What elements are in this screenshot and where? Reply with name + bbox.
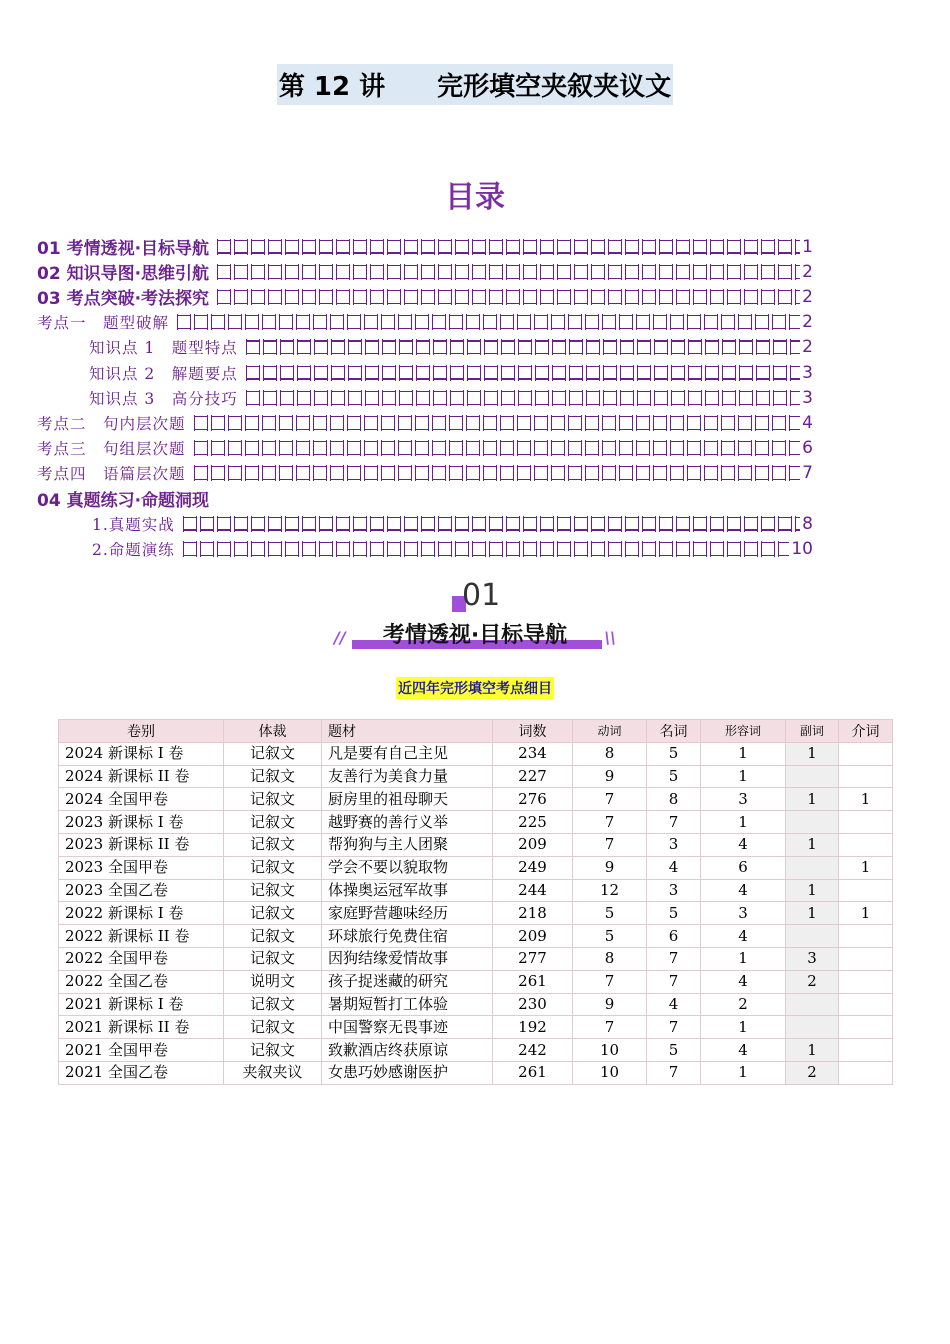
cell-topic: 学会不要以貌取物	[322, 856, 493, 879]
toc-item[interactable]	[37, 335, 813, 360]
table-header-row	[59, 720, 893, 743]
cell-verb: 10	[573, 1039, 647, 1062]
toc-item-label: 1.真题实战	[92, 515, 175, 534]
section-title: 考情透视·目标导航	[382, 623, 568, 648]
cell-adverb	[786, 856, 839, 879]
cell-adjective: 4	[701, 970, 786, 993]
table-row	[59, 833, 893, 856]
toc-item-label: 03 考点突破·考法探究	[37, 289, 210, 310]
cell-topic: 体操奥运冠军故事	[322, 879, 493, 902]
cell-noun: 6	[647, 925, 701, 948]
cell-genre: 记叙文	[224, 879, 322, 902]
toc-item-label: 2.命题演练	[92, 540, 175, 559]
cell-volume: 2021 全国甲卷	[59, 1039, 224, 1062]
cell-preposition	[839, 947, 893, 970]
toc-item[interactable]	[37, 234, 813, 259]
cell-noun: 3	[647, 879, 701, 902]
cell-verb: 12	[573, 879, 647, 902]
cell-adverb: 1	[786, 788, 839, 811]
table-caption: 近四年完形填空考点细目	[396, 677, 554, 699]
header-volume: 卷别	[59, 720, 224, 743]
toc-item-page: 1	[802, 236, 813, 257]
cell-verb: 7	[573, 811, 647, 834]
table-row	[59, 811, 893, 834]
cell-topic: 致歉酒店终获原谅	[322, 1039, 493, 1062]
toc-leader	[181, 541, 790, 557]
cell-preposition	[839, 811, 893, 834]
table-of-contents	[37, 234, 813, 561]
cell-preposition	[839, 833, 893, 856]
cell-adverb	[786, 993, 839, 1016]
cell-topic: 厨房里的祖母聊天	[322, 788, 493, 811]
cell-volume: 2021 全国乙卷	[59, 1061, 224, 1084]
toc-item[interactable]	[37, 284, 813, 309]
toc-leader	[192, 465, 801, 481]
cell-topic: 女患巧妙感谢医护	[322, 1061, 493, 1084]
cell-genre: 记叙文	[224, 742, 322, 765]
cell-topic: 暑期短暂打工体验	[322, 993, 493, 1016]
cell-word-count: 192	[493, 1016, 573, 1039]
cell-volume: 2021 新课标 II 卷	[59, 1016, 224, 1039]
cell-noun: 8	[647, 788, 701, 811]
toc-item-label: 考点四 语篇层次题	[37, 465, 186, 484]
toc-item-page: 2	[802, 261, 813, 282]
header-noun: 名词	[647, 720, 701, 743]
cell-volume: 2024 新课标 I 卷	[59, 742, 224, 765]
cell-noun: 7	[647, 811, 701, 834]
cell-noun: 5	[647, 765, 701, 788]
toc-item[interactable]	[37, 436, 813, 461]
cell-preposition: 1	[839, 902, 893, 925]
cell-preposition	[839, 1039, 893, 1062]
toc-leader	[215, 264, 800, 280]
toc-item-page: 2	[802, 337, 813, 358]
cell-genre: 记叙文	[224, 1016, 322, 1039]
toc-item-page: 10	[791, 538, 813, 559]
toc-item[interactable]	[37, 410, 813, 435]
cell-topic: 孩子捉迷藏的研究	[322, 970, 493, 993]
cell-adjective: 3	[701, 788, 786, 811]
cell-noun: 5	[647, 902, 701, 925]
toc-leader	[244, 365, 800, 381]
cell-verb: 8	[573, 947, 647, 970]
title-wrap	[0, 64, 950, 105]
cell-topic: 家庭野营趣味经历	[322, 902, 493, 925]
toc-item-label: 知识点 2 解题要点	[89, 364, 238, 383]
section-banner	[330, 576, 620, 656]
slash-decoration-right: \\	[604, 628, 616, 647]
cell-volume: 2022 全国甲卷	[59, 947, 224, 970]
cell-genre: 记叙文	[224, 993, 322, 1016]
header-adjective: 形容词	[701, 720, 786, 743]
cell-topic: 帮狗狗与主人团聚	[322, 833, 493, 856]
cell-preposition	[839, 742, 893, 765]
cell-adjective: 1	[701, 765, 786, 788]
cell-adverb	[786, 1016, 839, 1039]
table-row	[59, 788, 893, 811]
cell-adverb	[786, 925, 839, 948]
toc-item[interactable]	[37, 360, 813, 385]
table-body	[59, 742, 893, 1084]
cell-volume: 2023 新课标 II 卷	[59, 833, 224, 856]
toc-item[interactable]	[37, 310, 813, 335]
toc-leader	[192, 415, 801, 431]
table-row	[59, 1039, 893, 1062]
cell-adverb: 1	[786, 742, 839, 765]
toc-item[interactable]	[37, 486, 813, 511]
cell-adjective: 4	[701, 1039, 786, 1062]
header-word-count: 词数	[493, 720, 573, 743]
cell-adverb: 1	[786, 879, 839, 902]
table-row	[59, 902, 893, 925]
toc-item-label: 考点二 句内层次题	[37, 414, 186, 433]
cell-word-count: 230	[493, 993, 573, 1016]
cell-noun: 7	[647, 1061, 701, 1084]
cell-preposition	[839, 970, 893, 993]
toc-item[interactable]	[37, 385, 813, 410]
toc-item[interactable]	[37, 511, 813, 536]
cell-verb: 5	[573, 902, 647, 925]
cell-adjective: 1	[701, 742, 786, 765]
cell-word-count: 209	[493, 833, 573, 856]
cell-word-count: 209	[493, 925, 573, 948]
cell-word-count: 261	[493, 970, 573, 993]
cell-genre: 说明文	[224, 970, 322, 993]
toc-item-label: 01 考情透视·目标导航	[37, 239, 210, 260]
cell-adjective: 2	[701, 993, 786, 1016]
cell-preposition	[839, 1061, 893, 1084]
toc-item[interactable]	[37, 536, 813, 561]
toc-item-label: 知识点 3 高分技巧	[89, 389, 238, 408]
cell-volume: 2023 新课标 I 卷	[59, 811, 224, 834]
table-row	[59, 765, 893, 788]
cell-volume: 2022 新课标 I 卷	[59, 902, 224, 925]
cell-noun: 5	[647, 1039, 701, 1062]
cell-topic: 越野赛的善行义举	[322, 811, 493, 834]
cell-word-count: 244	[493, 879, 573, 902]
header-topic: 题材	[322, 720, 493, 743]
cell-verb: 7	[573, 1016, 647, 1039]
table-row	[59, 1061, 893, 1084]
cell-topic: 友善行为美食力量	[322, 765, 493, 788]
cell-adverb	[786, 811, 839, 834]
cell-word-count: 249	[493, 856, 573, 879]
toc-item-label: 考点三 句组层次题	[37, 440, 186, 459]
cell-volume: 2022 新课标 II 卷	[59, 925, 224, 948]
cell-word-count: 234	[493, 742, 573, 765]
cell-verb: 7	[573, 833, 647, 856]
cell-volume: 2023 全国甲卷	[59, 856, 224, 879]
cell-preposition	[839, 993, 893, 1016]
table-caption-wrap	[0, 677, 950, 699]
toc-item-page: 4	[802, 412, 813, 433]
toc-leader	[181, 516, 800, 532]
cell-volume: 2022 全国乙卷	[59, 970, 224, 993]
table-row	[59, 856, 893, 879]
cell-adverb: 2	[786, 970, 839, 993]
cell-verb: 5	[573, 925, 647, 948]
cell-volume: 2021 新课标 I 卷	[59, 993, 224, 1016]
cell-adverb: 1	[786, 1039, 839, 1062]
cell-genre: 记叙文	[224, 925, 322, 948]
cell-verb: 9	[573, 856, 647, 879]
table-row	[59, 742, 893, 765]
cell-genre: 记叙文	[224, 1039, 322, 1062]
cell-adjective: 1	[701, 947, 786, 970]
cell-verb: 7	[573, 788, 647, 811]
toc-leader	[244, 390, 800, 406]
cell-noun: 4	[647, 856, 701, 879]
header-preposition: 介词	[839, 720, 893, 743]
cell-verb: 9	[573, 993, 647, 1016]
table-row	[59, 993, 893, 1016]
toc-item-page: 3	[802, 362, 813, 383]
cell-volume: 2024 新课标 II 卷	[59, 765, 224, 788]
cell-word-count: 261	[493, 1061, 573, 1084]
cell-genre: 记叙文	[224, 902, 322, 925]
cell-word-count: 218	[493, 902, 573, 925]
toc-item[interactable]	[37, 259, 813, 284]
cell-adjective: 1	[701, 811, 786, 834]
cell-adverb: 1	[786, 902, 839, 925]
cell-noun: 3	[647, 833, 701, 856]
cell-topic: 环球旅行免费住宿	[322, 925, 493, 948]
toc-item-label: 知识点 1 题型特点	[89, 339, 238, 358]
cell-adjective: 4	[701, 925, 786, 948]
document-title: 第 12 讲 完形填空夹叙夹议文	[277, 64, 673, 105]
cell-adjective: 6	[701, 856, 786, 879]
cell-adverb: 3	[786, 947, 839, 970]
cell-preposition: 1	[839, 788, 893, 811]
toc-item-label: 02 知识导图·思维引航	[37, 264, 210, 285]
table-row	[59, 925, 893, 948]
toc-leader	[175, 314, 800, 330]
cell-preposition	[839, 879, 893, 902]
toc-leader	[215, 239, 800, 255]
cell-verb: 7	[573, 970, 647, 993]
cell-noun: 5	[647, 742, 701, 765]
toc-heading: 目录	[445, 180, 505, 215]
cell-adverb: 2	[786, 1061, 839, 1084]
cell-verb: 10	[573, 1061, 647, 1084]
cell-preposition	[839, 925, 893, 948]
toc-item[interactable]	[37, 461, 813, 486]
table-row	[59, 879, 893, 902]
cell-genre: 记叙文	[224, 765, 322, 788]
slash-decoration-left: //	[334, 628, 346, 647]
cell-noun: 7	[647, 970, 701, 993]
cell-noun: 4	[647, 993, 701, 1016]
cell-genre: 记叙文	[224, 856, 322, 879]
toc-leader	[215, 289, 800, 305]
cell-adjective: 1	[701, 1061, 786, 1084]
section-number: 01	[462, 578, 501, 613]
toc-item-page: 6	[802, 438, 813, 459]
cell-genre: 记叙文	[224, 947, 322, 970]
cell-adverb: 1	[786, 833, 839, 856]
cell-adjective: 4	[701, 879, 786, 902]
cell-word-count: 242	[493, 1039, 573, 1062]
cell-adjective: 3	[701, 902, 786, 925]
toc-item-label: 04 真题练习·命题洞现	[37, 490, 210, 511]
table-row	[59, 947, 893, 970]
header-adverb: 副词	[786, 720, 839, 743]
cell-volume: 2024 全国甲卷	[59, 788, 224, 811]
cell-preposition: 1	[839, 856, 893, 879]
toc-item-page: 8	[802, 513, 813, 534]
table-row	[59, 1016, 893, 1039]
cell-volume: 2023 全国乙卷	[59, 879, 224, 902]
table-row	[59, 970, 893, 993]
cell-adverb	[786, 765, 839, 788]
cell-noun: 7	[647, 947, 701, 970]
cell-adjective: 1	[701, 1016, 786, 1039]
cell-genre: 夹叙夹议	[224, 1061, 322, 1084]
cell-verb: 9	[573, 765, 647, 788]
cell-topic: 凡是要有自己主见	[322, 742, 493, 765]
cell-noun: 7	[647, 1016, 701, 1039]
toc-item-page: 2	[802, 312, 813, 333]
toc-item-page: 3	[802, 387, 813, 408]
toc-leader	[244, 339, 800, 355]
header-verb: 动词	[573, 720, 647, 743]
cell-genre: 记叙文	[224, 788, 322, 811]
header-genre: 体裁	[224, 720, 322, 743]
cell-word-count: 276	[493, 788, 573, 811]
cell-verb: 8	[573, 742, 647, 765]
cell-preposition	[839, 1016, 893, 1039]
toc-item-page: 2	[802, 286, 813, 307]
cell-topic: 中国警察无畏事迹	[322, 1016, 493, 1039]
toc-leader	[192, 440, 801, 456]
cell-word-count: 277	[493, 947, 573, 970]
cell-word-count: 225	[493, 811, 573, 834]
cell-genre: 记叙文	[224, 833, 322, 856]
exam-breakdown-table	[58, 719, 893, 1085]
cell-preposition	[839, 765, 893, 788]
cell-topic: 因狗结缘爱情故事	[322, 947, 493, 970]
cell-word-count: 227	[493, 765, 573, 788]
cell-adjective: 4	[701, 833, 786, 856]
cell-genre: 记叙文	[224, 811, 322, 834]
toc-item-page: 7	[802, 463, 813, 484]
toc-item-label: 考点一 题型破解	[37, 314, 170, 333]
